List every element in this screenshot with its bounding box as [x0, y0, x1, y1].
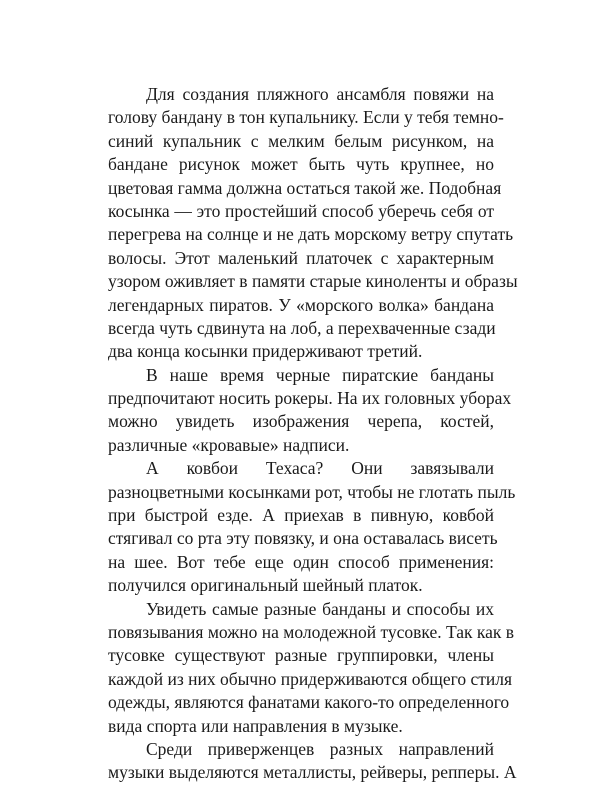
paragraph-music-fans [108, 738, 517, 785]
text-line: можно увидеть изображения черепа, костей, [108, 411, 494, 432]
document-page [108, 83, 518, 785]
paragraph-rockers [108, 364, 512, 458]
text-line: цветовая гамма должна остаться такой же. Подобная [108, 177, 502, 198]
text-line: волосы. Этот маленький платочек с характерным [108, 247, 494, 268]
text-line: каждой из них обычно придерживаются общего стиля [108, 668, 513, 689]
text-line: синий купальник с мелким белым рисунком, на [108, 130, 494, 151]
text-line: вида спорта или направления в музыке. [108, 715, 403, 736]
text-line: предпочитают носить рокеры. На их головных уборах [108, 388, 512, 409]
text-line: Среди приверженцев разных направлений [146, 738, 494, 759]
text-line: разноцветными косынками рот, чтобы не глотать пыль [108, 481, 516, 502]
text-line: В наше время черные пиратские банданы [146, 364, 494, 385]
text-line: на шее. Вот тебе еще один способ применения: [108, 551, 494, 572]
text-line: косынка — это простейший способ уберечь себя от [108, 200, 494, 221]
text-line: бандане рисунок может быть чуть крупнее, но [108, 154, 494, 175]
text-line: Для создания пляжного ансамбля повяжи на [146, 84, 494, 104]
text-line: при быстрой езде. А приехав в пивную, ковбой [108, 505, 494, 526]
text-line: всегда чуть сдвинута на лоб, а перехваченные сзади [108, 317, 496, 338]
text-line: узором оживляет в памяти старые киноленты и образы [108, 271, 518, 292]
text-line: легендарных пиратов. У «морского волка» бандана [108, 294, 494, 315]
text-line: повязывания можно на молодежной тусовке. Так как в [108, 621, 515, 642]
text-line: музыки выделяются металлисты, рейверы, репперы. А [108, 762, 517, 783]
text-line: А ковбои Техаса? Они завязывали [146, 458, 494, 479]
text-line: голову бандану в тон купальнику. Если у тебя темно- [108, 107, 504, 128]
text-line: два конца косынки придерживают третий. [108, 341, 423, 362]
text-line: различные «кровавые» надписи. [108, 434, 350, 455]
text-line: Увидеть самые разные банданы и способы их [146, 598, 494, 619]
paragraph-beach-bandana [108, 83, 518, 364]
text-line: стягивал со рта эту повязку, и она оставалась висеть [108, 528, 498, 549]
paragraph-cowboys [108, 457, 516, 597]
text-line: перегрева на солнце и не дать морскому ветру спутать [108, 224, 514, 245]
text-line: получился оригинальный шейный платок. [108, 575, 423, 596]
paragraph-youth-party [108, 598, 515, 738]
text-line: тусовке существуют разные группировки, члены [108, 645, 494, 666]
text-line: одежды, являются фанатами какого-то определенного [108, 692, 510, 713]
